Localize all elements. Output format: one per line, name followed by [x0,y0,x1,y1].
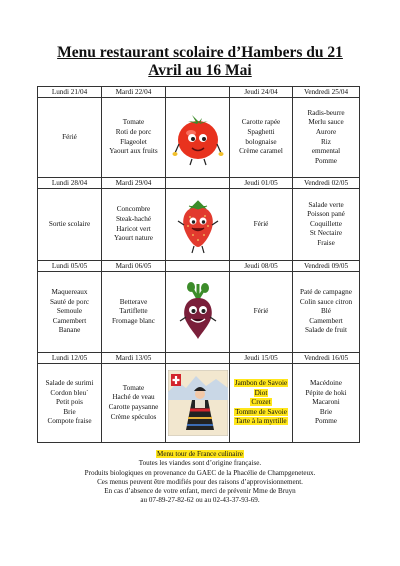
strawberry-mascot-icon [167,195,228,255]
highlighted-meal-item: Tarte à la myrtille [235,417,287,426]
footer-line: Toutes les viandes sont d’origine française. [138,459,262,468]
illustration-cell [166,364,230,443]
meal-item: Haricot vert [116,224,151,233]
menu-row [38,189,360,261]
meal-item: Brie [319,407,333,416]
tomato-mascot-icon [167,109,228,167]
meal-item: Férié [62,132,77,141]
footer-lines [0,459,400,505]
footer-notes [0,450,400,506]
day-header: Mardi 06/05 [102,261,166,272]
day-header [166,353,230,364]
meal-item: Pépite de hoki [305,388,347,397]
meal-cell [230,364,293,443]
savoie-postcard-icon [167,370,228,436]
highlighted-meal-item: Diot [254,388,268,397]
meal-item: Poisson pané [307,210,345,219]
meal-item: Roti de porc [115,127,152,136]
meal-item: Sortie scolaire [48,219,91,228]
meal-item: St Nectaire [309,229,343,238]
day-header: Jeudi 24/04 [230,87,293,98]
meal-item: Crème caramel [239,147,283,156]
meal-item: Fraise [317,238,335,247]
meal-cell [230,98,293,178]
meal-cell [102,364,166,443]
meal-item [231,398,291,408]
meal-cell [38,364,102,443]
meal-item: Coquillette [310,219,342,228]
meal-cell [102,272,166,353]
meal-item: Petit pois [56,398,83,407]
day-header: Lundi 28/04 [38,178,102,189]
meal-item: Semoule [56,307,83,316]
day-header: Jeudi 08/05 [230,261,293,272]
meal-item: Tartiflette [119,307,148,316]
day-header [166,87,230,98]
meal-item: Férié [253,307,269,316]
highlighted-meal-item: Tomme de Savoie [235,407,287,416]
meal-item: Carotte rapée [241,118,281,127]
meal-item: Macédoine [310,379,342,388]
meal-item: Flageolet [120,137,147,146]
footer-line: En cas d’absence de votre enfant, merci de prévenir Mme de Bruyn [104,487,296,496]
day-header: Vendredi 16/05 [293,353,360,364]
meal-item: Spaghetti [247,127,275,136]
meal-item: Steak-haché [115,214,152,223]
meal-cell [293,364,360,443]
meal-item: Cordon bleu` [50,388,89,397]
menu-table [37,86,360,443]
highlighted-meal-item: Crozet [251,398,271,407]
menu-table-body [38,87,360,443]
day-header-row [38,353,360,364]
day-header: Jeudi 15/05 [230,353,293,364]
day-header: Vendredi 02/05 [293,178,360,189]
meal-cell [38,98,102,178]
meal-cell [230,272,293,353]
meal-item: Salade verte [308,200,344,209]
meal-item: Maquereaux [51,288,88,297]
meal-cell [38,189,102,261]
meal-item: Carotte paysanne [108,403,159,411]
meal-item: Compote fraise [47,417,92,426]
meal-item: Riz [321,137,331,146]
day-header: Vendredi 25/04 [293,87,360,98]
footer-line: au 07-89-27-82-62 ou au 02-43-37-93-69. [140,496,260,505]
footer-line: Ces menus peuvent être modifiés pour des raisons d’approvisionnement. [97,477,303,486]
day-header: Jeudi 01/05 [230,178,293,189]
meal-item: Betterave [119,297,148,306]
meal-item: Radis-beurre [307,108,345,117]
day-header: Lundi 12/05 [38,353,102,364]
beet-mascot-icon [167,281,228,343]
day-header-row [38,87,360,98]
meal-item: Concombre [116,205,151,214]
day-header [166,261,230,272]
meal-item: Camembert [309,316,343,325]
meal-item: Tomate [122,118,145,127]
meal-cell [293,272,360,353]
illustration-cell [166,98,230,178]
menu-row [38,98,360,178]
meal-cell [102,189,166,261]
day-header: Lundi 21/04 [38,87,102,98]
meal-item: Tomate [122,383,145,392]
meal-item: Blé [321,307,331,316]
day-header: Mardi 13/05 [102,353,166,364]
day-header-row [38,178,360,189]
day-header: Vendredi 09/05 [293,261,360,272]
meal-item: Aurore [315,127,337,136]
meal-item: emmental [311,147,341,156]
meal-item: Fromage blanc [112,316,155,325]
meal-cell [230,189,293,261]
meal-item: Pomme [315,417,337,426]
meal-item: Brie [63,407,76,416]
meal-cell [38,272,102,353]
meal-item [231,379,291,389]
meal-item [231,408,291,418]
meal-cell [293,98,360,178]
menu-title-line1: Menu restaurant scolaire d’Hambers du 21 [57,44,343,61]
meal-cell [102,98,166,178]
meal-item: Haché de veau [112,393,155,402]
menu-row [38,364,360,443]
menu-title [0,44,400,80]
meal-item: Merlu sauce [308,118,344,127]
meal-item: Salade de fruit [305,326,347,335]
illustration-cell [166,189,230,261]
meal-item: Colin sauce citron [299,297,353,306]
meal-item: Férié [253,219,269,228]
meal-item: Paté de campagne [300,288,352,297]
footer-highlight: Menu tour de France culinaire [157,450,243,458]
highlighted-meal-item: Jambon de Savoie [234,379,288,388]
meal-cell [293,189,360,261]
day-header [166,178,230,189]
meal-item: Salade de surimi [45,379,94,388]
meal-item: Yaourt nature [114,234,153,243]
meal-item: Macaroni [312,398,340,407]
day-header: Mardi 22/04 [102,87,166,98]
meal-item [231,389,291,399]
meal-item: Sauté de porc [49,297,90,306]
day-header: Mardi 29/04 [102,178,166,189]
day-header-row [38,261,360,272]
meal-item: bolognaise [245,137,277,146]
footer-line: Produits biologiques en provenance du GAEC de la Phacélie de Champgeneteux. [84,468,316,477]
meal-item: Pomme [315,156,337,165]
day-header: Lundi 05/05 [38,261,102,272]
meal-item: Camembert [52,316,87,325]
illustration-cell [166,272,230,353]
meal-item: Crème spéculos [110,412,157,421]
menu-row [38,272,360,353]
menu-title-line2: Avril au 16 Mai [148,62,252,79]
meal-item: Banane [58,326,81,335]
meal-item [231,417,291,427]
meal-item: Yaourt aux fruits [109,147,158,156]
